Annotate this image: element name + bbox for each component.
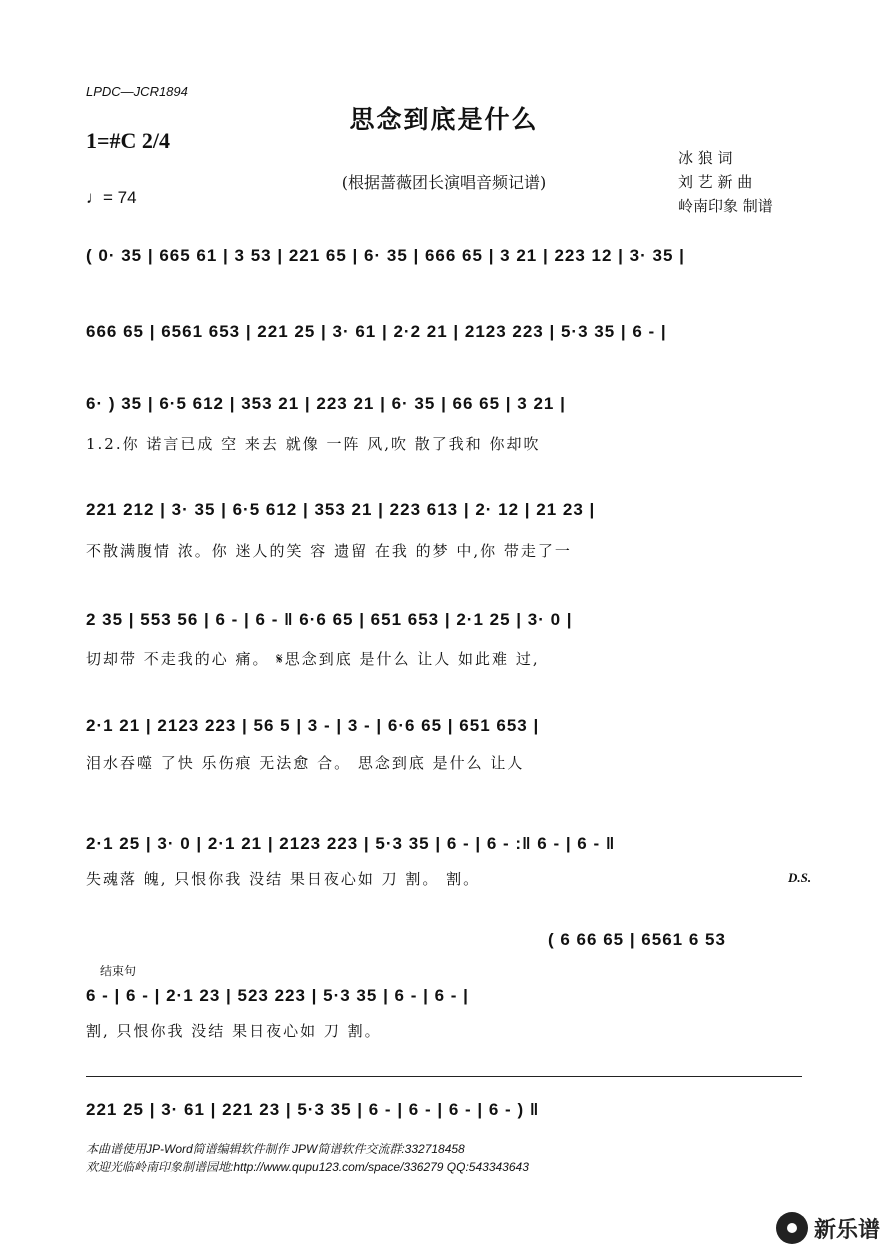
notation-line-2: 666 65 | 6561 653 | 221 25 | 3· 61 | 2·2 21 | 2123 223 | 5·3 35 | 6 - | [86, 322, 667, 341]
tempo-marking: ♩= 74 [86, 188, 137, 207]
lyric-line-3: 1.2.你 诺言已成 空 来去 就像 一阵 风,吹 散了我和 你却吹 [86, 435, 541, 453]
notation-line-8-upper: ( 6 66 65 | 6561 6 53 [548, 930, 726, 949]
lyric-line-4: 不散满腹情 浓。你 迷人的笑 容 遗留 在我 的梦 中,你 带走了一 [86, 542, 572, 560]
site-logo [776, 1212, 880, 1244]
footer-line-1: 本曲谱使用JP-Word简谱编辑软件制作 JPW简谱软件交流群:332718458 [86, 1142, 465, 1156]
notation-line-1: ( 0· 35 | 665 61 | 3 53 | 221 65 | 6· 35 | 666 65 | 3 21 | 223 12 | 3· 35 | [86, 246, 685, 265]
staff-divider [86, 1076, 802, 1077]
notation-line-9: 221 25 | 3· 61 | 221 23 | 5·3 35 | 6 - | 6 - | 6 - | 6 - ) ‖ [86, 1100, 540, 1119]
notation-line-8: 6 - | 6 - | 2·1 23 | 523 223 | 5·3 35 | 6 - | 6 - | [86, 986, 469, 1005]
notation-line-5: 2 35 | 553 56 | 6 - | 6 - ‖ 6·6 65 | 651 653 | 2·1 25 | 3· 0 | [86, 610, 573, 629]
lyricist-credit: 冰 狼 词 [678, 149, 733, 167]
ds-marking: D.S. [788, 870, 812, 885]
notation-line-6: 2·1 21 | 2123 223 | 56 5 | 3 - | 3 - | 6·6 65 | 651 653 | [86, 716, 540, 735]
notation-line-4: 221 212 | 3· 35 | 6·5 612 | 353 21 | 223 613 | 2· 12 | 21 23 | [86, 500, 596, 519]
credits [678, 146, 773, 218]
lyric-line-6: 泪水吞噬 了快 乐伤痕 无法愈 合。 思念到底 是什么 让人 [86, 754, 525, 772]
ending-label: 结束句 [100, 964, 137, 978]
notation-line-3: 6· ) 35 | 6·5 612 | 353 21 | 223 21 | 6· 35 | 66 65 | 3 21 | [86, 394, 566, 413]
composer-credit: 刘 艺 新 曲 [678, 173, 753, 191]
vinyl-record-icon [776, 1212, 808, 1244]
song-title: 思念到底是什么 [349, 105, 539, 134]
score-code: LPDC—JCR1894 [86, 84, 188, 99]
lyric-line-7: 失魂落 魄, 只恨你我 没结 果日夜心如 刀 割。 割。 [86, 870, 481, 888]
lyric-line-5: 切却带 不走我的心 痛。 𝄋思念到底 是什么 让人 如此难 过, [86, 650, 540, 668]
arranger-credit: 岭南印象 制谱 [678, 197, 773, 215]
key-signature: 1=#C 2/4 [86, 128, 171, 153]
lyric-line-8: 割, 只恨你我 没结 果日夜心如 刀 割。 [86, 1022, 382, 1040]
subtitle: (根据蔷薇团长演唱音频记谱) [341, 173, 547, 192]
footer-line-2: 欢迎光临岭南印象制谱园地:http://www.qupu123.com/space/336279 QQ:543343643 [86, 1160, 529, 1174]
logo-text: 新乐谱 [813, 1217, 880, 1243]
notation-line-7: 2·1 25 | 3· 0 | 2·1 21 | 2123 223 | 5·3 35 | 6 - | 6 - :‖ 6 - | 6 - ‖ [86, 834, 616, 853]
